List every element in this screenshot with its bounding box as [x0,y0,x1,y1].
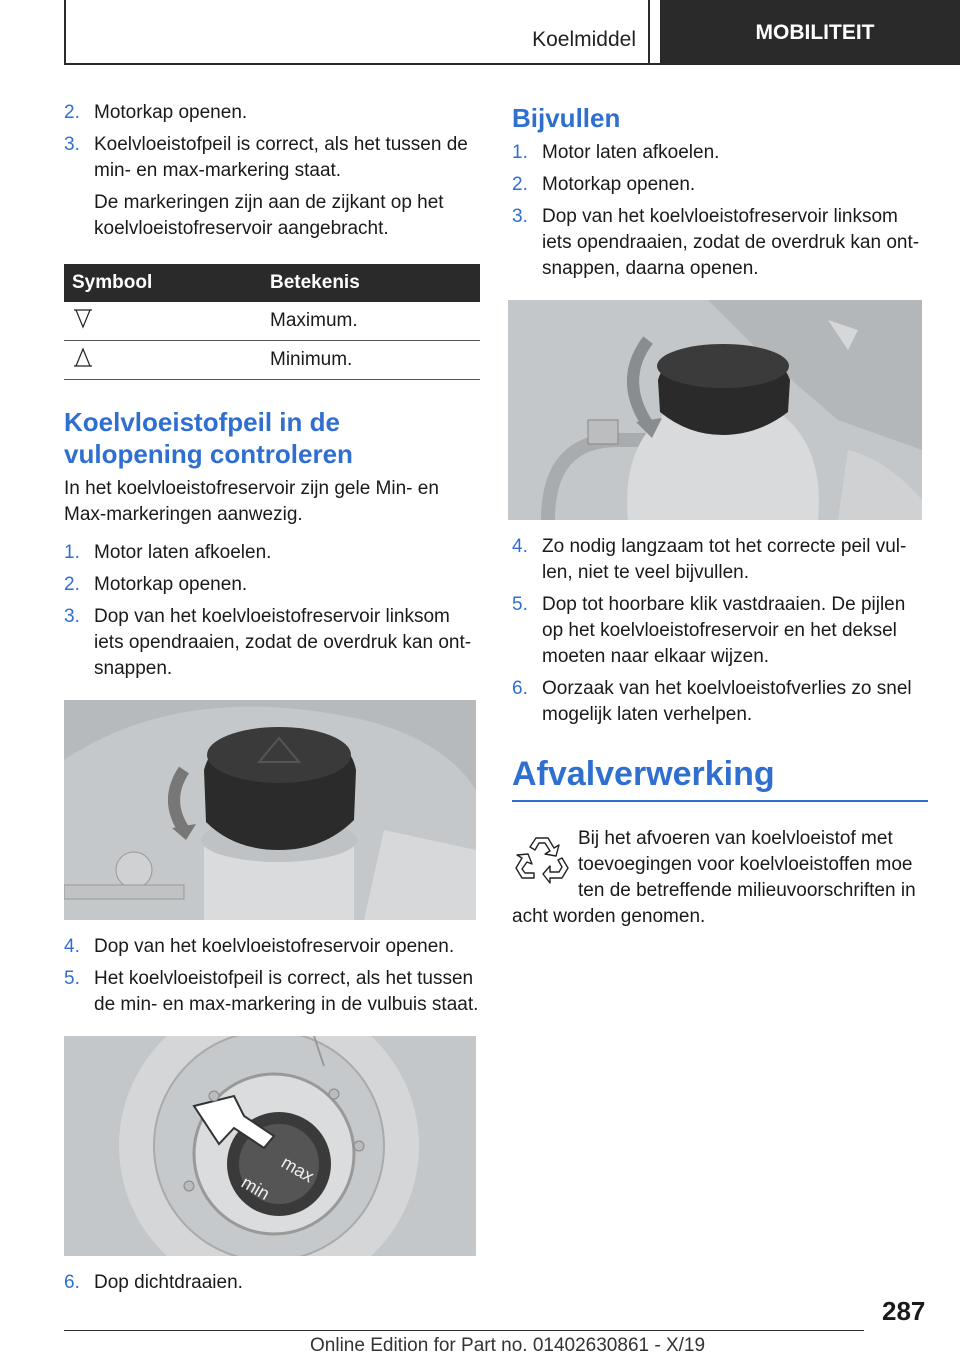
photo-reservoir-refill [508,300,922,520]
photo-filler-neck [64,1036,476,1256]
refill-steps-b [512,534,928,728]
max-label: max [278,1152,318,1187]
list-item: 4. Dop van het koelvloeistofreservoir openen. [64,936,455,957]
table-header-symbol: Symbool [64,264,256,302]
table-header-meaning: Betekenis [256,264,480,302]
header-chapter-tab[interactable]: MOBILITEIT [660,0,960,65]
note-text: De markeringen zijn aan de zijkant op het koelvloeistofreservoir aangebracht. [94,192,444,239]
header-rule [65,63,660,65]
list-item: 2. Motorkap openen. [512,174,696,195]
table-cell-meaning: Maximum. [256,302,480,341]
footer-edition: Online Edition for Part no. 01402630861 - X/19 [310,1335,706,1356]
header-divider [648,0,650,65]
steps-list-b [64,540,480,682]
section-heading-refill: Bijvullen [512,103,621,133]
table-row [64,341,480,380]
steps-list-c [64,934,480,1018]
list-item: 5. Dop tot hoorbare klik vastdraaien. De pijlen op het koelvloeistofreservoir en het deksel moeten naar elkaar wijzen. [512,594,906,667]
header-left-rule [64,0,66,65]
photo-reservoir-cap [64,700,476,920]
intro-text: In het koelvloeistofreservoir zijn gele Min- en Max-markeringen aanwezig. [64,478,439,525]
disposal-note [512,826,928,930]
list-item: 2. Motorkap openen. [64,102,248,123]
table-cell-meaning: Minimum. [256,341,480,380]
header-section-title: Koelmiddel [532,28,636,51]
list-item: 1. Motor laten afkoelen. [512,142,720,163]
list-item: 6. Oorzaak van het koelvloeistofverlies zo snel mogelijk laten verhelpen. [512,678,912,725]
footer-rule [64,1330,864,1331]
page-number: 287 [882,1296,926,1326]
list-item: 1. Motor laten afkoelen. [64,542,272,563]
symbol-table [64,264,480,380]
steps-list-a [64,100,480,184]
list-item: 2. Motorkap openen. [64,574,248,595]
left-column [64,100,480,1302]
list-item: 5. Het koelvloeistofpeil is correct, als het tussen de min- en max-markering in de vulbuis staat. [64,968,479,1015]
section-heading-check: Koelvloeistofpeil in de vulopening controleren [64,407,353,469]
list-item: 3. Dop van het koelvloeistofreservoir linksom iets opendraaien, zodat de overdruk kan ontsnappen, daarna openen. [512,206,920,279]
table-row [64,302,480,341]
steps-list-d [64,1270,480,1296]
refill-steps-a [512,140,928,282]
list-item: 4. Zo nodig langzaam tot het correcte peil vullen, niet te veel bijvullen. [512,536,907,583]
section-title-disposal: Afvalverwerking [512,754,928,802]
recycle-icon [512,832,572,884]
disposal-text: Bij het afvoeren van koelvloeistof met toevoegingen voor koelvloeistoffen moe ten de betreffende milieuvoorschriften in acht worden genomen. [512,828,916,927]
min-label: min [238,1172,274,1204]
max-marker-icon [64,302,256,341]
min-marker-icon [64,341,256,380]
list-item: 6. Dop dichtdraaien. [64,1272,243,1293]
list-item: 3. Koelvloeistofpeil is correct, als het tussen de min- en max-markering staat. [64,134,468,181]
right-column [512,100,928,930]
list-item: 3. Dop van het koelvloeistofreservoir linksom iets opendraaien, zodat de overdruk kan ontsnappen. [64,606,472,679]
